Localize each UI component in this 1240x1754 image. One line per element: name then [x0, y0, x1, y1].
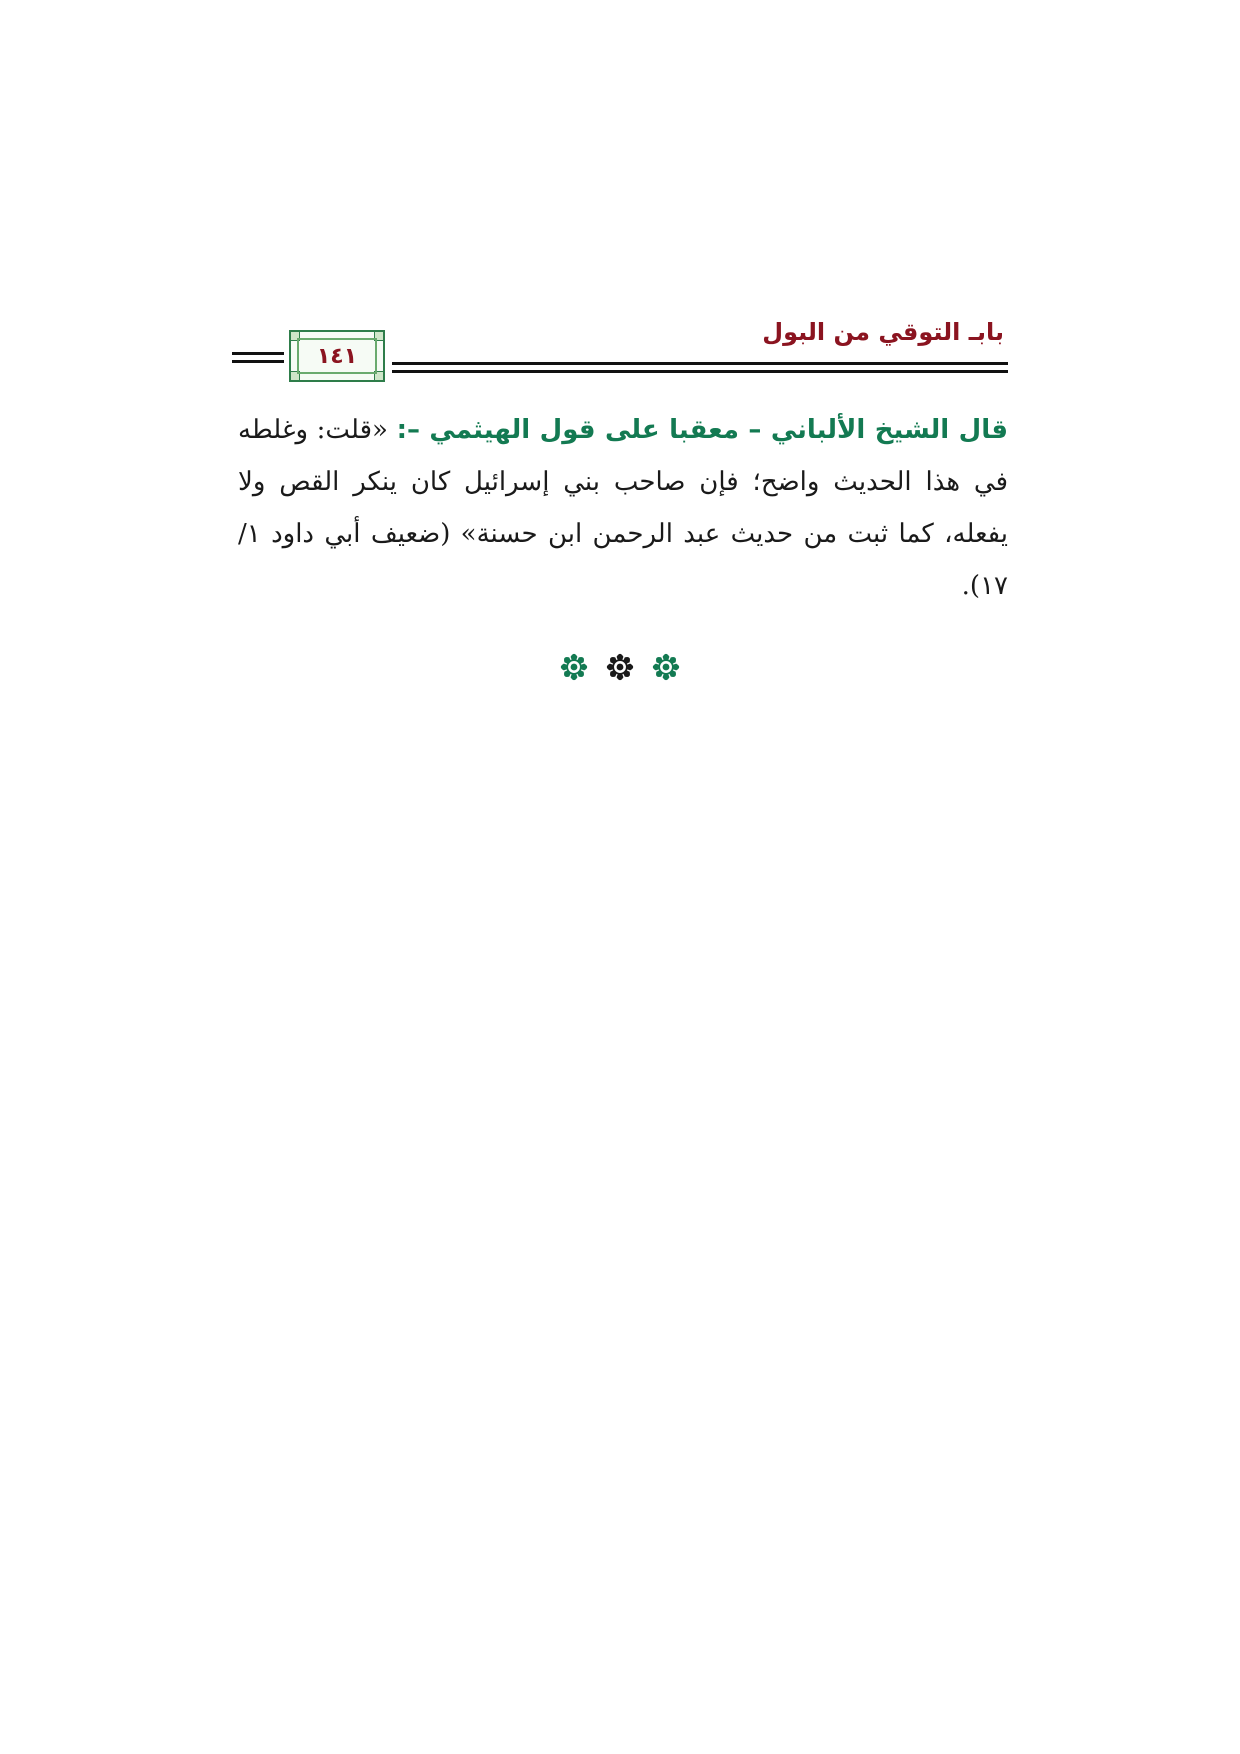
- body-paragraph: [238, 404, 1008, 612]
- header-rule-left-bottom: [232, 360, 284, 363]
- chapter-title: بابـ التوقي من البول: [762, 318, 1004, 346]
- flower-ornament-icon: [603, 650, 637, 684]
- section-separator: [0, 650, 1240, 684]
- speaker-attribution: قال الشيخ الألباني – معقبا على قول الهيثمي –:: [396, 415, 1008, 445]
- flower-ornament-icon: [557, 650, 591, 684]
- header-rule-right-bottom: [392, 370, 1008, 373]
- page-number-badge: [289, 330, 385, 382]
- header-rule-left-top: [232, 352, 284, 355]
- flower-ornament-icon: [649, 650, 683, 684]
- page-header: [232, 318, 1008, 390]
- page-number: ١٤١: [316, 343, 358, 369]
- header-rule-right-top: [392, 362, 1008, 365]
- quote-text: «قلت: وغلطه في هذا الحديث واضح؛ فإن صاحب بني إسرائيل كان ينكر القص ولا يفعله، كما ثبت من حديث عبد الرحمن ابن حسنة» (ضعيف أبي داود ١/ ١٧).: [238, 415, 1009, 601]
